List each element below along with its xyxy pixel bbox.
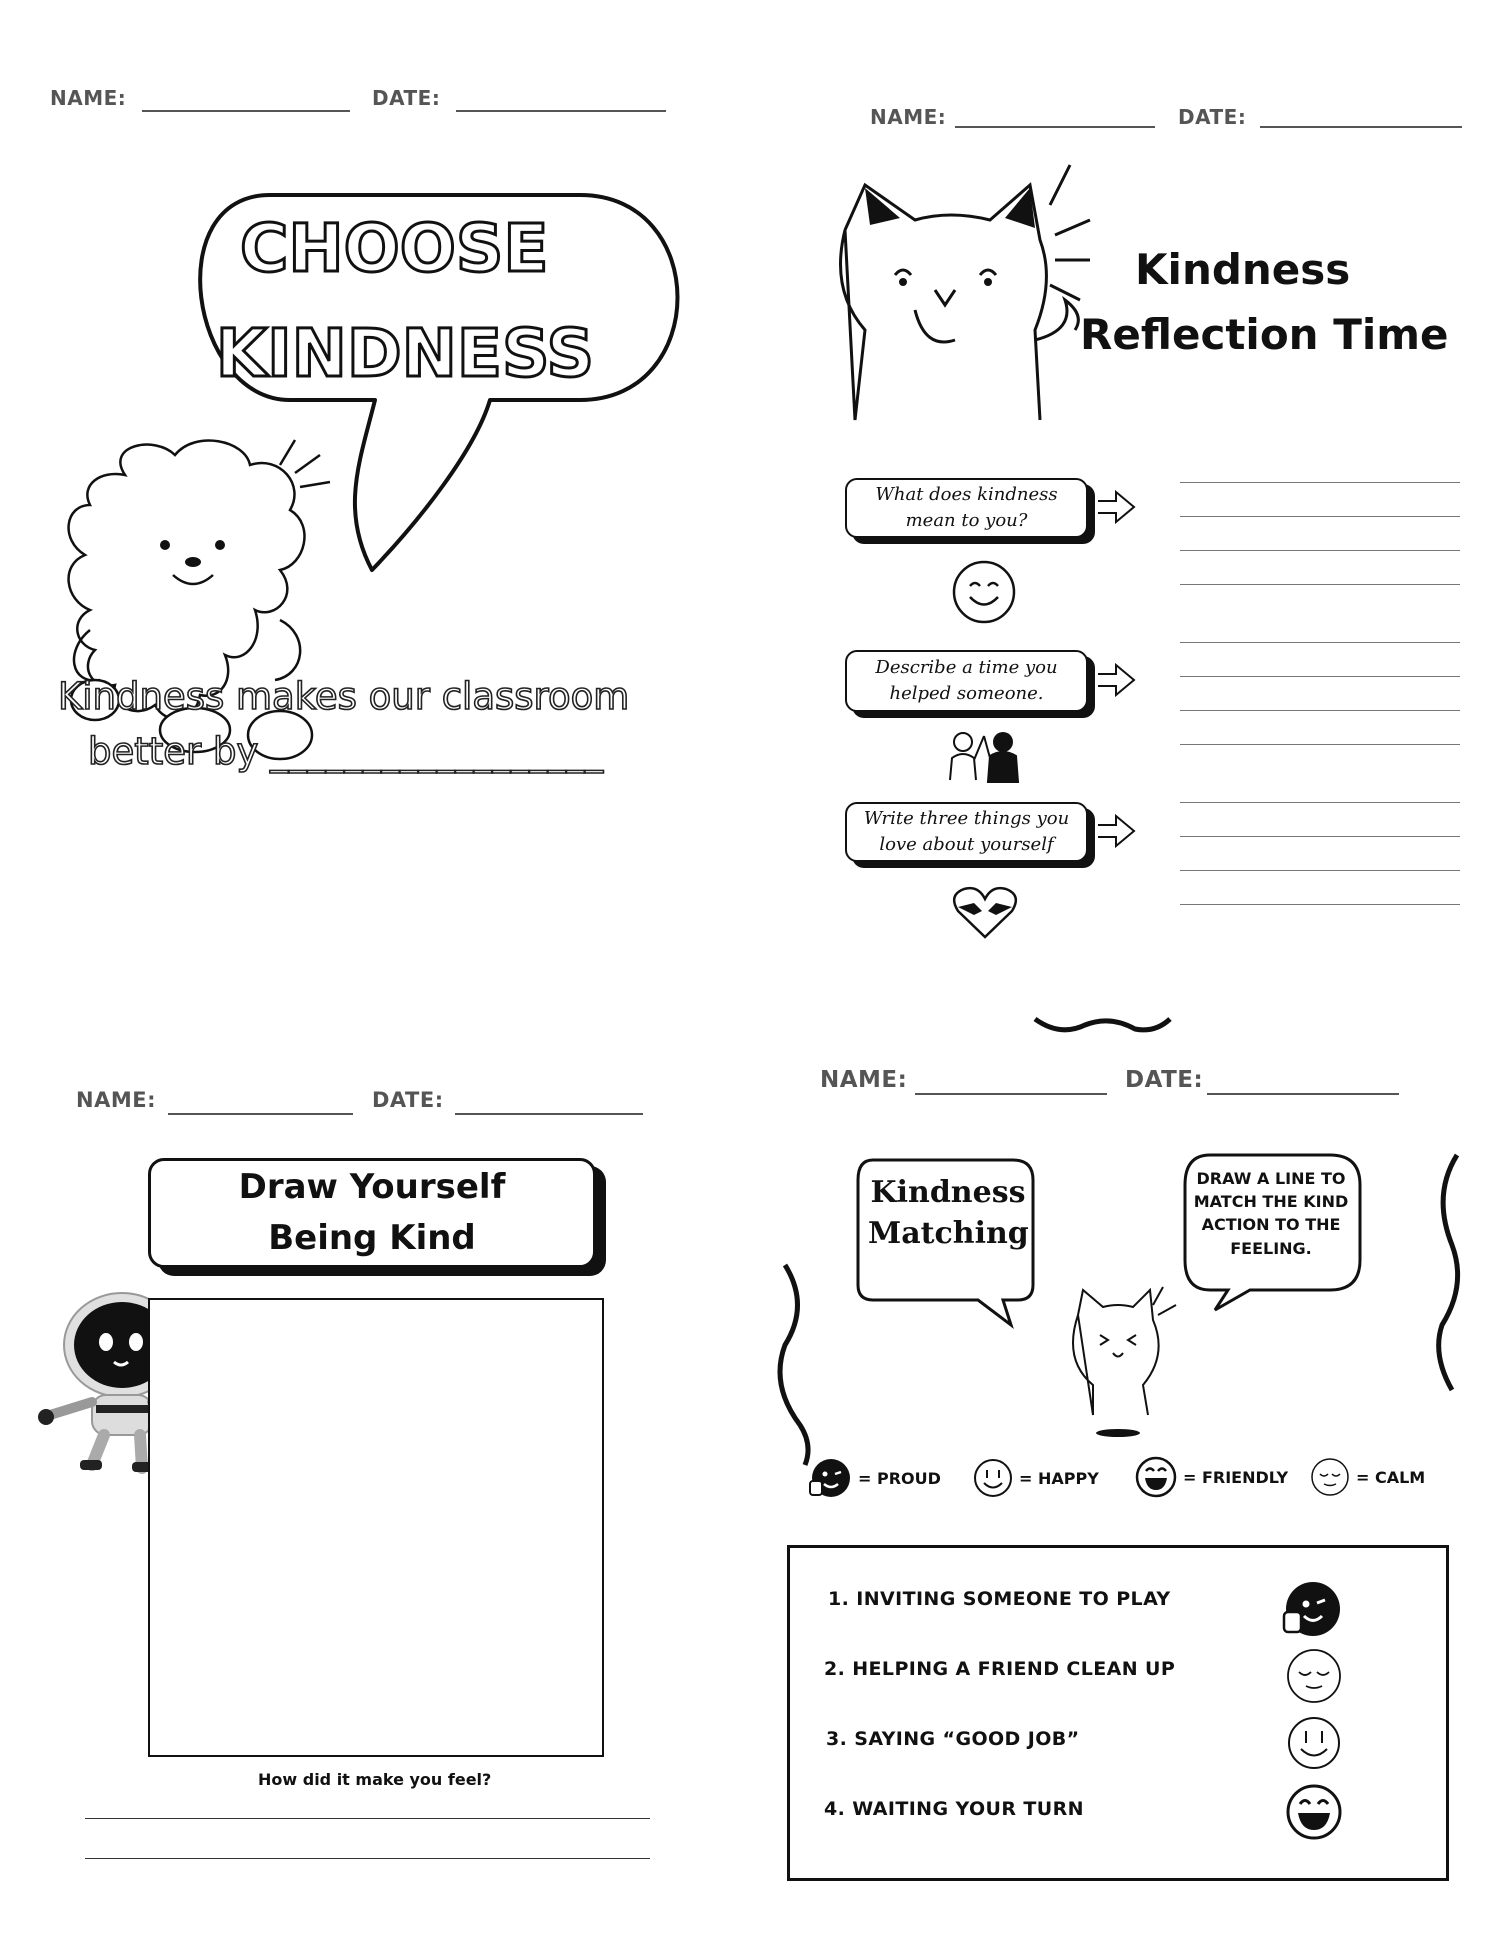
proud-face-icon	[810, 1457, 852, 1499]
legend-happy	[973, 1458, 1099, 1498]
legend-friendly-label: = FRIENDLY	[1183, 1467, 1289, 1487]
kindness-title: KINDNESS	[215, 315, 595, 392]
friendly-face-icon[interactable]	[1286, 1784, 1342, 1840]
answer-line[interactable]	[85, 1818, 650, 1819]
matching-box	[787, 1545, 1449, 1881]
answer-line[interactable]	[1180, 676, 1460, 677]
legend-calm	[1310, 1457, 1425, 1497]
matching-instruction: DRAW A LINE TO MATCH THE KIND ACTION TO THE FEELING.	[1193, 1169, 1349, 1258]
name-label: NAME:	[76, 1088, 156, 1112]
cat-illustration	[825, 180, 1075, 440]
heart-hands-icon	[952, 885, 1018, 941]
proud-face-icon[interactable]	[1282, 1580, 1340, 1638]
feel-question: How did it make you feel?	[258, 1770, 492, 1789]
action-item-3[interactable]: 3. SAYING “GOOD JOB”	[826, 1728, 1080, 1750]
legend-friendly	[1135, 1456, 1288, 1498]
answer-line[interactable]	[85, 1858, 650, 1859]
arrow-icon	[1096, 490, 1136, 524]
smiley-icon	[952, 560, 1016, 624]
date-line	[1260, 126, 1462, 128]
date-label: DATE:	[1125, 1067, 1204, 1093]
happy-face-icon[interactable]	[1287, 1716, 1341, 1770]
name-label: NAME:	[870, 105, 947, 129]
high-five-icon	[938, 730, 1028, 785]
answer-line[interactable]	[1180, 584, 1460, 585]
matching-title: Kindness Matching	[868, 1175, 1029, 1251]
reflection-prompt-3: Write three things you love about yourself	[845, 802, 1088, 862]
name-line	[168, 1113, 353, 1115]
answer-line[interactable]	[1180, 802, 1460, 803]
classroom-prompt-line2: better by __________________	[88, 730, 604, 773]
date-label: DATE:	[372, 86, 441, 110]
choose-title: CHOOSE	[240, 210, 549, 287]
decorative-wave	[1427, 1155, 1467, 1395]
answer-line[interactable]	[1180, 870, 1460, 871]
reflection-title-line2: Reflection Time	[1080, 310, 1449, 359]
answer-line[interactable]	[1180, 482, 1460, 483]
action-item-2[interactable]: 2. HELPING A FRIEND CLEAN UP	[824, 1658, 1176, 1680]
draw-yourself-sheet	[20, 1040, 720, 1930]
puppy-illustration	[45, 435, 365, 775]
answer-line[interactable]	[1180, 550, 1460, 551]
arrow-icon	[1096, 663, 1136, 697]
legend-happy-label: = HAPPY	[1019, 1468, 1099, 1488]
happy-face-icon	[973, 1458, 1013, 1498]
name-line	[955, 126, 1155, 128]
legend-proud-label: = PROUD	[858, 1468, 941, 1488]
arrow-icon	[1096, 814, 1136, 848]
reflection-prompt-1: What does kindness mean to you?	[845, 478, 1088, 538]
classroom-prompt-line1: Kindness makes our classroom	[58, 675, 630, 718]
reflection-sheet	[780, 50, 1490, 970]
cat-illustration	[1058, 1285, 1178, 1435]
name-label: NAME:	[820, 1067, 908, 1093]
matching-sheet	[775, 1015, 1490, 1930]
choose-kindness-sheet	[20, 30, 720, 960]
answer-line[interactable]	[1180, 516, 1460, 517]
answer-line[interactable]	[1180, 744, 1460, 745]
answer-line[interactable]	[1180, 904, 1460, 905]
decorative-squiggle	[1035, 1015, 1175, 1045]
date-label: DATE:	[372, 1088, 444, 1112]
name-line	[915, 1093, 1107, 1095]
reflection-prompt-2: Describe a time you helped someone.	[845, 650, 1088, 712]
action-item-1[interactable]: 1. INVITING SOMEONE TO PLAY	[828, 1588, 1171, 1610]
name-label: NAME:	[50, 86, 127, 110]
calm-face-icon	[1310, 1457, 1350, 1497]
calm-face-icon[interactable]	[1286, 1648, 1342, 1704]
friendly-face-icon	[1135, 1456, 1177, 1498]
date-label: DATE:	[1178, 105, 1247, 129]
legend-proud	[810, 1457, 941, 1499]
action-item-4[interactable]: 4. WAITING YOUR TURN	[824, 1798, 1084, 1820]
decorative-wave	[775, 1265, 815, 1465]
drawing-box[interactable]	[148, 1298, 604, 1757]
date-line	[1207, 1093, 1399, 1095]
answer-line[interactable]	[1180, 642, 1460, 643]
answer-line[interactable]	[1180, 710, 1460, 711]
draw-yourself-title: Draw Yourself Being Kind	[148, 1158, 596, 1268]
date-line	[455, 1113, 643, 1115]
reflection-title-line1: Kindness	[1135, 245, 1351, 294]
legend-calm-label: = CALM	[1356, 1467, 1426, 1487]
answer-line[interactable]	[1180, 836, 1460, 837]
